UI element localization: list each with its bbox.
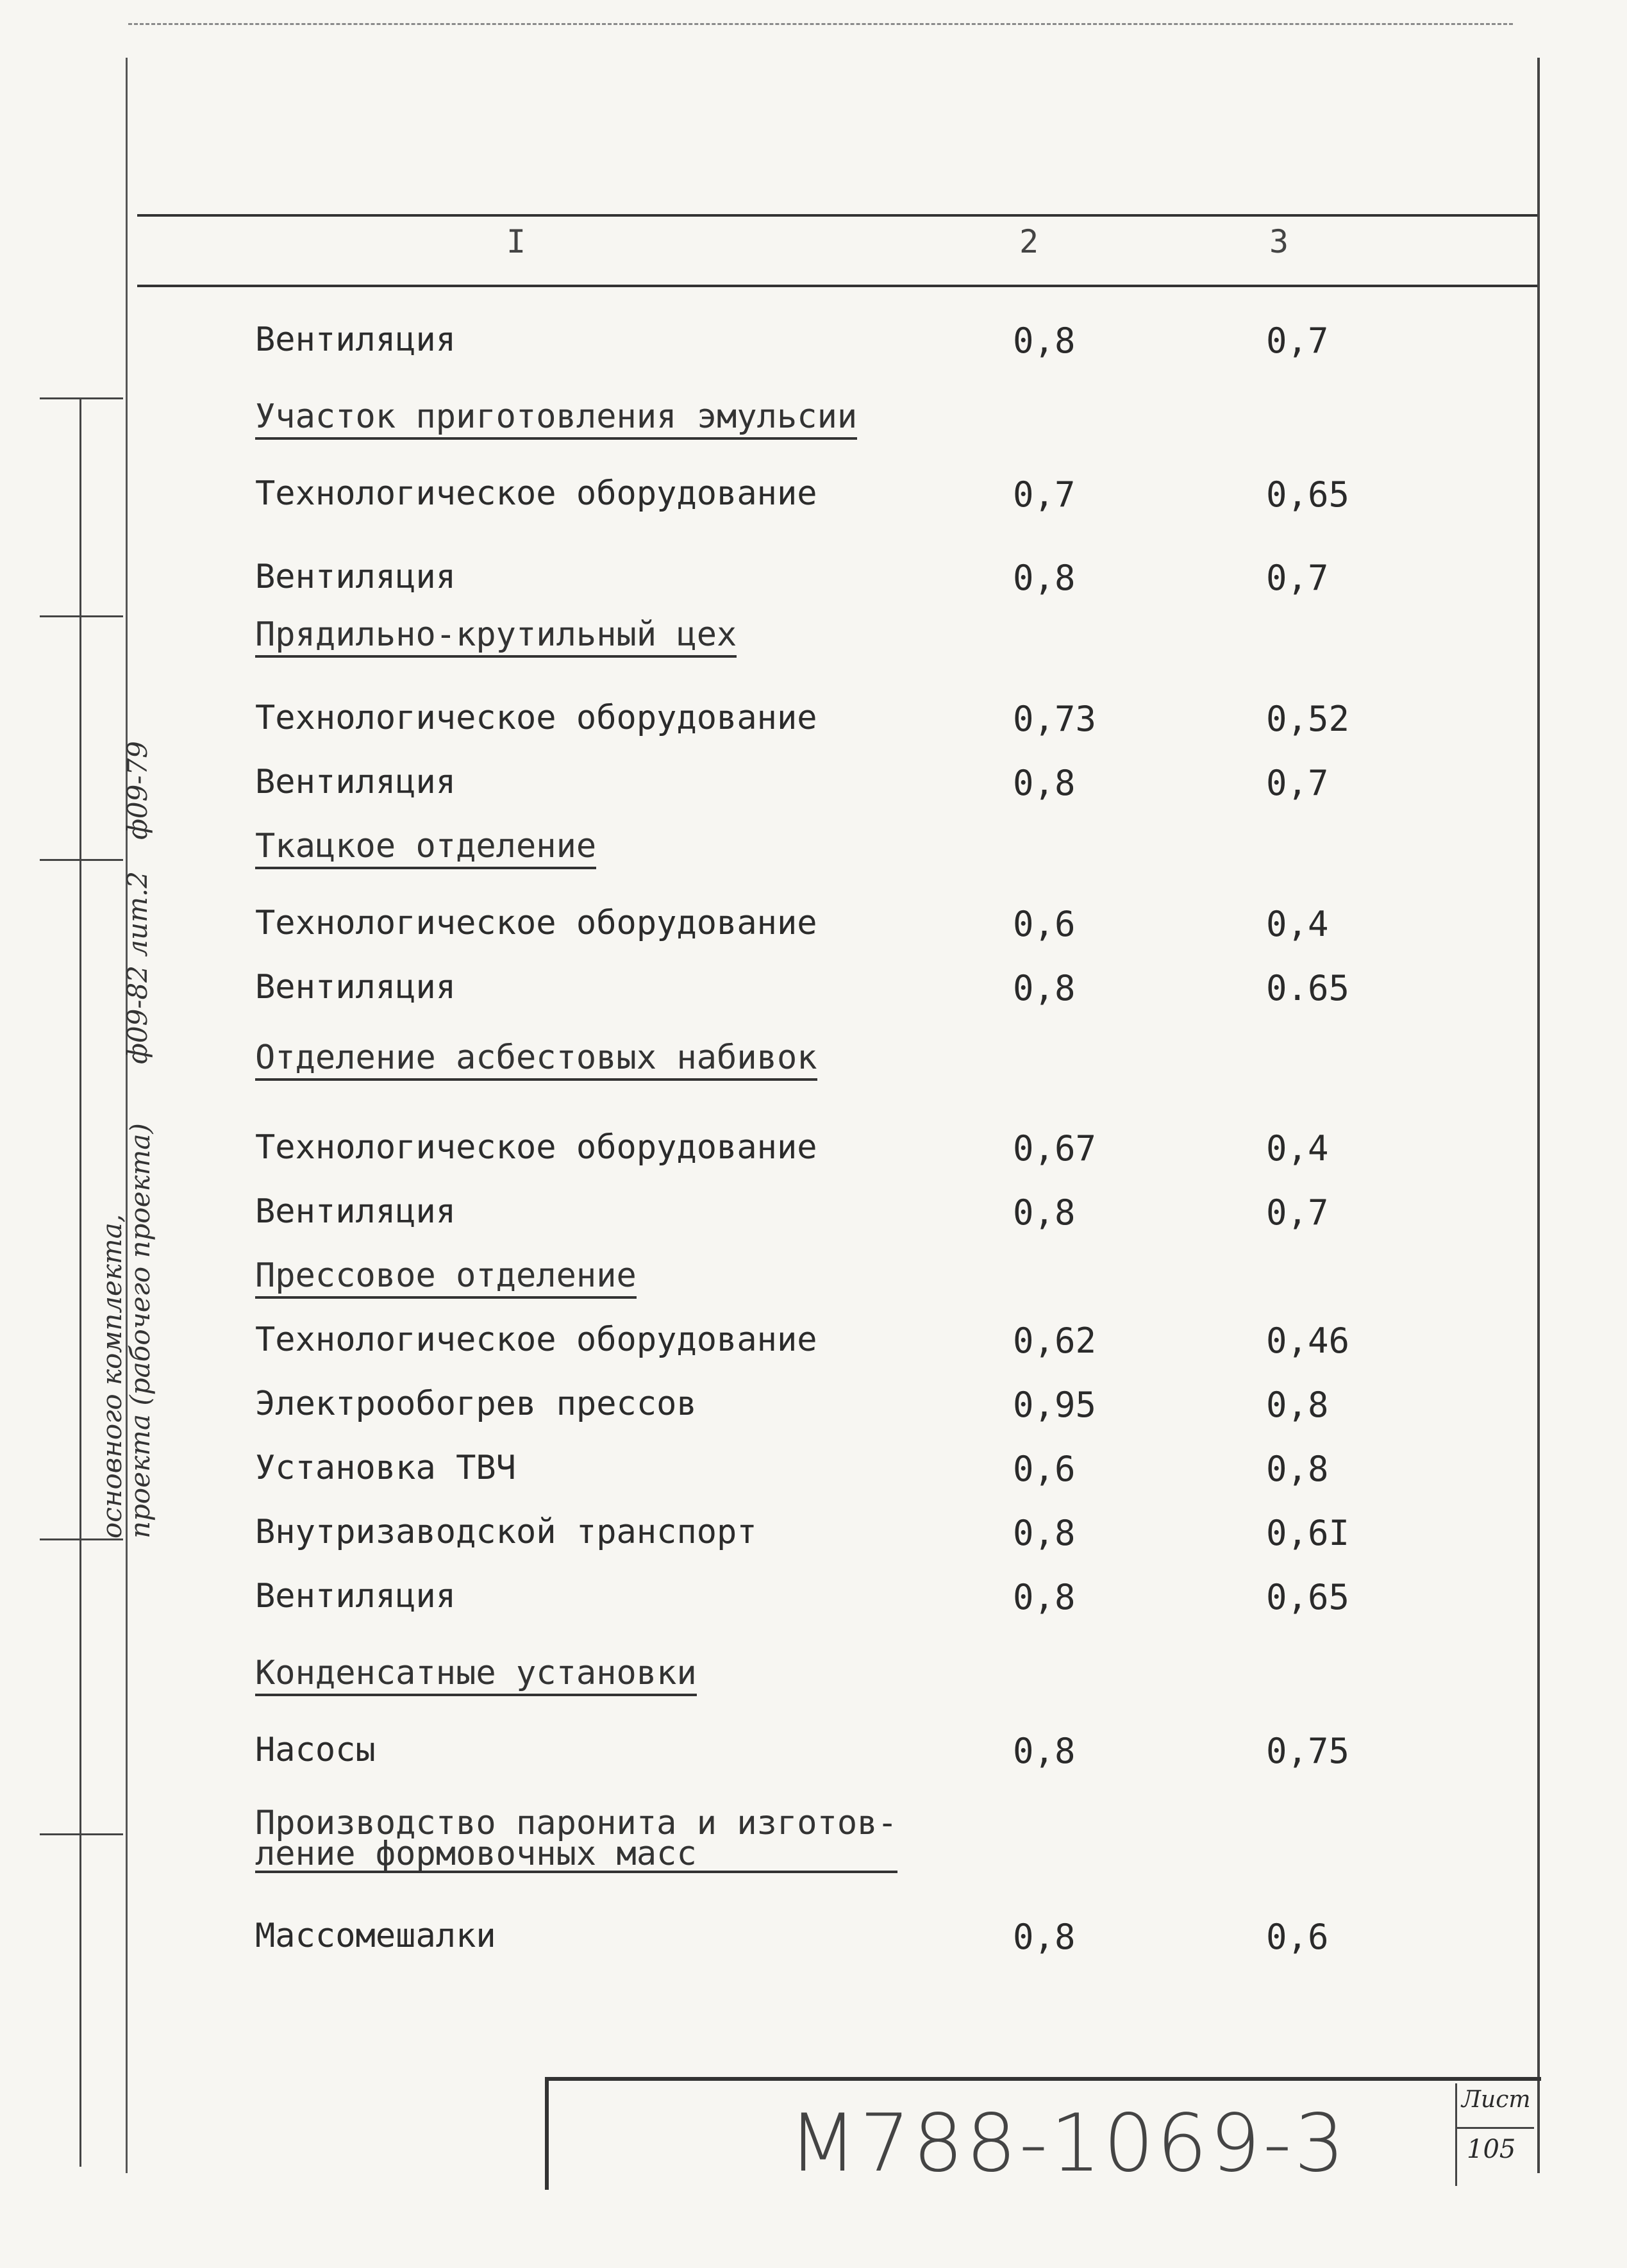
row-value-col2: 0,8 — [1013, 1513, 1076, 1553]
table-row — [0, 1192, 1627, 1244]
table-row — [0, 1128, 1627, 1180]
document-code: М788-1069-3 — [788, 2097, 1347, 2190]
row-value-col2: 0,6 — [1013, 1449, 1076, 1489]
row-label: Установка ТВЧ — [255, 1449, 516, 1487]
row-label: Вентиляция — [255, 968, 456, 1006]
row-value-col2: 0,8 — [1013, 968, 1076, 1008]
row-label: Массомешалки — [255, 1917, 496, 1955]
frame-right-border — [1537, 58, 1540, 2173]
table-row — [0, 763, 1627, 814]
row-value-col3: 0,7 — [1266, 1192, 1329, 1233]
row-value-col2: 0,8 — [1013, 763, 1076, 803]
row-value-col2: 0,67 — [1013, 1128, 1097, 1169]
column-header-3: 3 — [1269, 223, 1289, 260]
sheet-label: Лист — [1462, 2087, 1531, 2113]
row-value-col3: 0,8 — [1266, 1449, 1329, 1489]
table-header-rule — [137, 285, 1537, 287]
table-row — [0, 1577, 1627, 1628]
row-label: Внутризаводской транспорт — [255, 1513, 757, 1551]
table-row — [0, 321, 1627, 372]
section-heading: Отделение асбестовых набивок — [255, 1038, 817, 1081]
table-row — [0, 1513, 1627, 1564]
row-value-col2: 0,95 — [1013, 1385, 1097, 1425]
row-value-col3: 0,65 — [1266, 474, 1350, 515]
table-row — [0, 904, 1627, 955]
row-value-col2: 0,8 — [1013, 1577, 1076, 1617]
section-heading: Производство паронита и изготов- ление формовочных масс — [255, 1804, 897, 1873]
row-value-col3: 0,8 — [1266, 1385, 1329, 1425]
section-heading: Конденсатные установки — [255, 1654, 697, 1696]
table-row — [0, 1449, 1627, 1500]
row-value-col2: 0,8 — [1013, 1192, 1076, 1233]
row-label: Вентиляция — [255, 1192, 456, 1231]
row-label: Вентиляция — [255, 1577, 456, 1615]
section-heading: Прессовое отделение — [255, 1256, 637, 1299]
row-value-col3: 0,4 — [1266, 1128, 1329, 1169]
stamp-text-4: проекта (рабочего проекта) — [124, 1123, 156, 1538]
row-value-col3: 0,52 — [1266, 699, 1350, 739]
row-value-col3: 0,75 — [1266, 1731, 1350, 1771]
table-row — [0, 1321, 1627, 1372]
row-label: Электрообогрев прессов — [255, 1385, 697, 1423]
table-row — [0, 1731, 1627, 1782]
stamp-text-1: ф09-82 лит.2 — [122, 871, 153, 1064]
row-label: Технологическое оборудование — [255, 1321, 817, 1359]
stamp-text-2: ф09-79 — [122, 741, 153, 840]
table-row — [0, 968, 1627, 1019]
table-row — [0, 474, 1627, 526]
row-value-col3: 0,7 — [1266, 763, 1329, 803]
row-value-col3: 0,65 — [1266, 1577, 1350, 1617]
column-header-2: 2 — [1019, 223, 1039, 260]
row-value-col3: 0.65 — [1266, 968, 1350, 1008]
row-value-col3: 0,7 — [1266, 558, 1329, 598]
row-label: Технологическое оборудование — [255, 904, 817, 942]
row-label: Технологическое оборудование — [255, 699, 817, 737]
row-value-col3: 0,6I — [1266, 1513, 1350, 1553]
stamp-text-3: основного комплекта, — [96, 1213, 128, 1538]
row-label: Технологическое оборудование — [255, 474, 817, 513]
table-row — [0, 1917, 1627, 1968]
row-value-col2: 0,8 — [1013, 1731, 1076, 1771]
table-row — [0, 558, 1627, 609]
row-label: Вентиляция — [255, 558, 456, 596]
row-value-col2: 0,6 — [1013, 904, 1076, 944]
row-value-col3: 0,4 — [1266, 904, 1329, 944]
row-value-col2: 0,73 — [1013, 699, 1097, 739]
section-heading: Ткацкое отделение — [255, 827, 596, 869]
row-label: Технологическое оборудование — [255, 1128, 817, 1167]
row-value-col2: 0,8 — [1013, 558, 1076, 598]
row-label: Насосы — [255, 1731, 376, 1769]
row-value-col2: 0,8 — [1013, 321, 1076, 361]
section-heading: Прядильно-крутильный цех — [255, 615, 737, 658]
row-value-col2: 0,7 — [1013, 474, 1076, 515]
column-header-1: I — [506, 223, 526, 260]
top-dashed-line — [128, 23, 1513, 25]
row-value-col3: 0,46 — [1266, 1321, 1350, 1361]
table-row — [0, 1385, 1627, 1436]
row-value-col2: 0,8 — [1013, 1917, 1076, 1957]
row-label: Вентиляция — [255, 763, 456, 801]
table-top-rule — [137, 214, 1537, 217]
table-row — [0, 699, 1627, 750]
row-label: Вентиляция — [255, 321, 456, 359]
row-value-col3: 0,7 — [1266, 321, 1329, 361]
left-stamp-strip — [40, 397, 156, 2167]
section-heading: Участок приготовления эмульсии — [255, 397, 857, 440]
sheet-number: 105 — [1467, 2135, 1516, 2164]
row-value-col2: 0,62 — [1013, 1321, 1097, 1361]
row-value-col3: 0,6 — [1266, 1917, 1329, 1957]
frame-left-border — [126, 58, 128, 2173]
